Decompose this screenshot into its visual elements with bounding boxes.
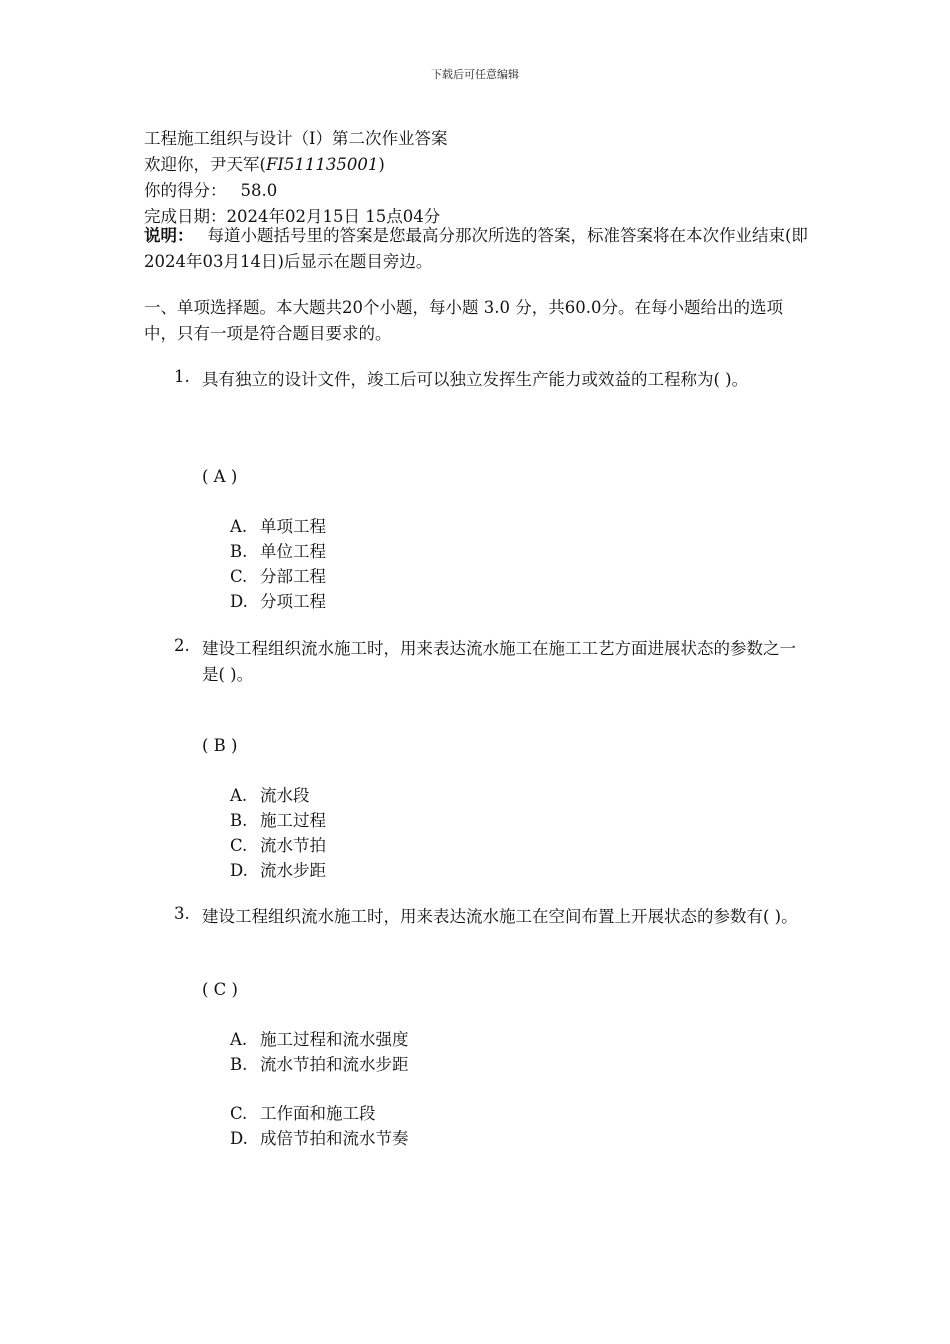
option-c: C. 流水节拍 — [230, 836, 326, 855]
option-d: D. 分项工程 — [230, 592, 326, 611]
option-b: B. 施工过程 — [230, 811, 326, 830]
document-title: 工程施工组织与设计（I）第二次作业答案 — [144, 129, 448, 148]
option-a: A. 施工过程和流水强度 — [230, 1030, 409, 1049]
student-id: FI511135001 — [265, 155, 379, 174]
option-b: B. 流水节拍和流水步距 — [230, 1055, 409, 1074]
option-d: D. 流水步距 — [230, 861, 326, 880]
completion-date: 完成日期：2024年02月15日 15点04分 — [144, 207, 441, 226]
option-a: A. 流水段 — [230, 786, 310, 805]
note-text: 每道小题括号里的答案是您最高分那次所选的答案，标准答案将在本次作业结束(即2024年03月14日)后显示在题目旁边。 — [144, 226, 808, 271]
note-label: 说明： — [144, 226, 194, 245]
score-line — [144, 177, 277, 201]
selected-answer: ( C ) — [202, 980, 238, 999]
welcome-suffix: ) — [378, 155, 385, 174]
question-number: 2. — [174, 636, 190, 655]
option-b: B. 单位工程 — [230, 542, 326, 561]
option-d: D. 成倍节拍和流水节奏 — [230, 1129, 409, 1148]
question-text: 建设工程组织流水施工时，用来表达流水施工在空间布置上开展状态的参数有( )。 — [202, 907, 798, 926]
question-text: 建设工程组织流水施工时，用来表达流水施工在施工工艺方面进展状态的参数之一是( )。 — [202, 639, 796, 684]
option-a: A. 单项工程 — [230, 517, 326, 536]
option-c: C. 工作面和施工段 — [230, 1104, 376, 1123]
page-header: 下载后可任意编辑 — [431, 68, 519, 81]
section-heading: 一、单项选择题。本大题共20个小题，每小题 3.0 分，共60.0分。在每小题给出的选项中，只有一项是符合题目要求的。 — [144, 298, 783, 343]
option-c: C. 分部工程 — [230, 567, 326, 586]
note-paragraph — [144, 223, 809, 275]
score-value: 58.0 — [240, 181, 278, 200]
question-number: 1. — [174, 367, 190, 386]
score-label: 你的得分： — [144, 181, 227, 200]
question-number: 3. — [174, 904, 190, 923]
welcome-line — [144, 151, 385, 175]
welcome-prefix: 欢迎你，尹天军( — [144, 155, 266, 174]
selected-answer: ( A ) — [202, 467, 238, 486]
question-text: 具有独立的设计文件，竣工后可以独立发挥生产能力或效益的工程称为( )。 — [202, 370, 749, 389]
selected-answer: ( B ) — [202, 736, 238, 755]
